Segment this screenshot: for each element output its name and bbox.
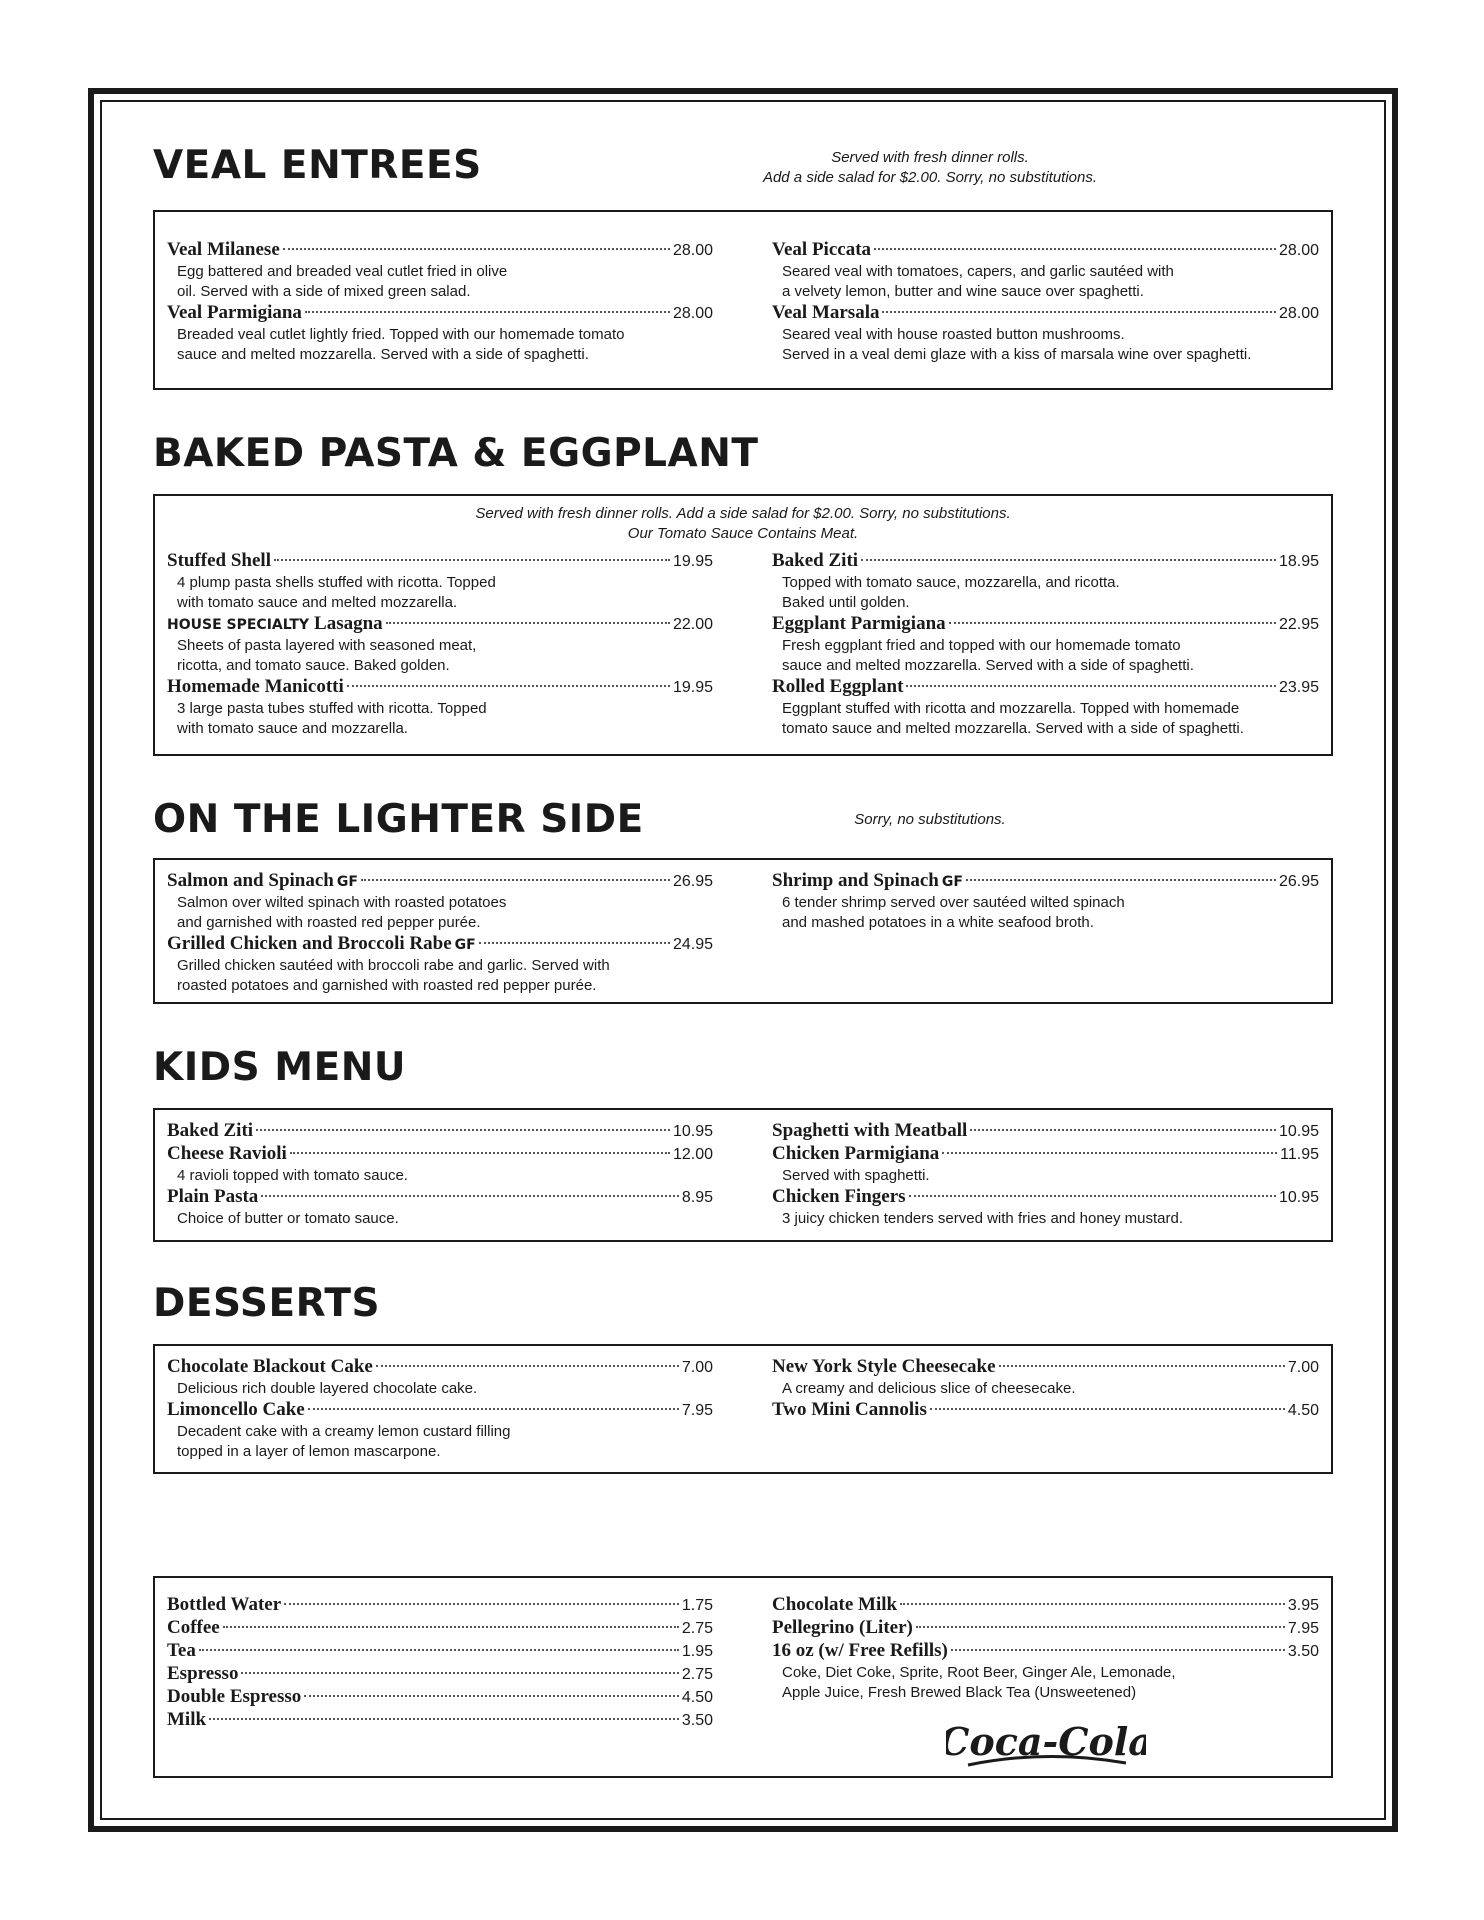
item-price: 4.50 bbox=[1287, 1402, 1319, 1419]
lighter-side-box bbox=[153, 858, 1333, 1004]
baked-pasta-title: BAKED PASTA & EGGPLANT bbox=[153, 431, 759, 476]
item-name: Milk bbox=[167, 1709, 207, 1730]
item-name: Bottled Water bbox=[167, 1594, 282, 1615]
veal-left-column bbox=[155, 239, 743, 365]
menu-item bbox=[772, 239, 1319, 302]
leader-dots bbox=[304, 1695, 679, 1697]
item-name: Veal Marsala bbox=[772, 302, 880, 323]
kids-menu-title: KIDS MENU bbox=[153, 1045, 407, 1090]
leader-dots bbox=[861, 559, 1276, 561]
leader-dots bbox=[361, 879, 670, 881]
item-name: Homemade Manicotti bbox=[167, 676, 344, 697]
item-name: Veal Milanese bbox=[167, 239, 280, 260]
leader-dots bbox=[966, 879, 1276, 881]
leader-dots bbox=[970, 1129, 1276, 1131]
item-description: 6 tender shrimp served over sautéed wilted spinach bbox=[782, 894, 1125, 911]
leader-dots bbox=[386, 622, 670, 624]
gluten-free-tag: GF bbox=[336, 874, 358, 890]
item-description: Fresh eggplant fried and topped with our homemade tomato bbox=[782, 637, 1181, 654]
desserts-title: DESSERTS bbox=[153, 1281, 381, 1326]
item-description: Coke, Diet Coke, Sprite, Root Beer, Ginger Ale, Lemonade, bbox=[782, 1664, 1176, 1681]
item-name: Chicken Parmigiana bbox=[772, 1143, 940, 1164]
menu-item bbox=[167, 302, 713, 365]
item-price: 22.00 bbox=[672, 616, 713, 633]
item-name: Tea bbox=[167, 1640, 196, 1661]
item-name: Pellegrino (Liter) bbox=[772, 1617, 913, 1638]
leader-dots bbox=[290, 1152, 670, 1154]
menu-item bbox=[772, 613, 1319, 676]
item-description: Seared veal with house roasted button mushrooms. bbox=[782, 326, 1125, 343]
leader-dots bbox=[274, 559, 670, 561]
item-name: Salmon and Spinach bbox=[167, 870, 334, 891]
item-name: Shrimp and Spinach bbox=[772, 870, 939, 891]
menu-item bbox=[167, 1640, 713, 1663]
leader-dots bbox=[347, 685, 670, 687]
lighter-side-title: ON THE LIGHTER SIDE bbox=[153, 797, 644, 842]
svg-text:Coca-Cola: Coca-Cola bbox=[945, 1719, 1146, 1764]
item-description: Served with spaghetti. bbox=[782, 1167, 930, 1184]
item-price: 7.95 bbox=[681, 1402, 713, 1419]
leader-dots bbox=[949, 622, 1276, 624]
item-name: Coffee bbox=[167, 1617, 220, 1638]
leader-dots bbox=[209, 1718, 679, 1720]
leader-dots bbox=[874, 248, 1276, 250]
item-name: Plain Pasta bbox=[167, 1186, 259, 1207]
item-description: and garnished with roasted red pepper purée. bbox=[177, 914, 481, 931]
leader-dots bbox=[376, 1365, 679, 1367]
leader-dots bbox=[308, 1408, 679, 1410]
leader-dots bbox=[256, 1129, 670, 1131]
veal-entrees-note bbox=[700, 148, 1160, 188]
item-name: Stuffed Shell bbox=[167, 550, 271, 571]
menu-item bbox=[167, 239, 713, 302]
item-price: 2.75 bbox=[681, 1666, 713, 1683]
drinks-left-column bbox=[155, 1594, 743, 1782]
leader-dots bbox=[909, 1195, 1276, 1197]
menu-item bbox=[772, 1120, 1319, 1143]
item-name: Chocolate Blackout Cake bbox=[167, 1356, 373, 1377]
drinks-box bbox=[153, 1576, 1333, 1778]
item-name: Baked Ziti bbox=[167, 1120, 254, 1141]
item-name: Grilled Chicken and Broccoli Rabe bbox=[167, 933, 452, 954]
item-price: 22.95 bbox=[1278, 616, 1319, 633]
item-description: Salmon over wilted spinach with roasted potatoes bbox=[177, 894, 507, 911]
item-name: Lasagna bbox=[314, 613, 383, 634]
item-price: 26.95 bbox=[1278, 873, 1319, 890]
item-description: with tomato sauce and melted mozzarella. bbox=[177, 594, 458, 611]
leader-dots bbox=[942, 1152, 1277, 1154]
item-price: 3.50 bbox=[1287, 1643, 1319, 1660]
item-description: Sheets of pasta layered with seasoned meat, bbox=[177, 637, 477, 654]
item-description: Breaded veal cutlet lightly fried. Topped with our homemade tomato bbox=[177, 326, 625, 343]
gluten-free-tag: GF bbox=[454, 937, 476, 953]
leader-dots bbox=[283, 248, 670, 250]
item-price: 19.95 bbox=[672, 553, 713, 570]
item-price: 28.00 bbox=[1278, 305, 1319, 322]
item-name: Cheese Ravioli bbox=[167, 1143, 287, 1164]
kids-right-column bbox=[743, 1120, 1331, 1229]
menu-item bbox=[167, 1663, 713, 1686]
item-description: Decadent cake with a creamy lemon custard filling bbox=[177, 1423, 511, 1440]
item-description: topped in a layer of lemon mascarpone. bbox=[177, 1443, 441, 1460]
item-name: Spaghetti with Meatball bbox=[772, 1120, 968, 1141]
lighter-right-column bbox=[743, 870, 1331, 996]
menu-item bbox=[167, 1120, 713, 1143]
item-name: 16 oz (w/ Free Refills) bbox=[772, 1640, 948, 1661]
veal-entrees-box bbox=[153, 210, 1333, 390]
item-name: Veal Piccata bbox=[772, 239, 872, 260]
item-price: 28.00 bbox=[672, 242, 713, 259]
item-price: 12.00 bbox=[672, 1146, 713, 1163]
item-description: Seared veal with tomatoes, capers, and garlic sautéed with bbox=[782, 263, 1174, 280]
menu-item bbox=[772, 302, 1319, 365]
item-description: Apple Juice, Fresh Brewed Black Tea (Unsweetened) bbox=[782, 1684, 1137, 1701]
kids-left-column bbox=[155, 1120, 743, 1229]
item-description: 3 juicy chicken tenders served with fries and honey mustard. bbox=[782, 1210, 1184, 1227]
veal-entrees-title: VEAL ENTREES bbox=[153, 143, 482, 188]
lighter-left-column bbox=[155, 870, 743, 996]
coca-cola-logo bbox=[772, 1713, 1319, 1782]
item-price: 3.50 bbox=[681, 1712, 713, 1729]
item-price: 19.95 bbox=[672, 679, 713, 696]
item-name: Double Espresso bbox=[167, 1686, 302, 1707]
item-price: 28.00 bbox=[672, 305, 713, 322]
item-description: sauce and melted mozzarella. Served with a side of spaghetti. bbox=[177, 346, 589, 363]
leader-dots bbox=[199, 1649, 679, 1651]
item-price: 7.00 bbox=[681, 1359, 713, 1376]
menu-item bbox=[772, 1640, 1319, 1703]
item-description: Eggplant stuffed with ricotta and mozzarella. Topped with homemade bbox=[782, 700, 1240, 717]
item-description: Grilled chicken sautéed with broccoli rabe and garlic. Served with bbox=[177, 957, 610, 974]
house-specialty-label: HOUSE SPECIALTY bbox=[167, 617, 310, 633]
leader-dots bbox=[930, 1408, 1285, 1410]
menu-item bbox=[167, 613, 713, 676]
item-price: 2.75 bbox=[681, 1620, 713, 1637]
item-description: Delicious rich double layered chocolate cake. bbox=[177, 1380, 478, 1397]
veal-note-line2: Add a side salad for $2.00. Sorry, no substitutions. bbox=[762, 169, 1098, 186]
item-description: ricotta, and tomato sauce. Baked golden. bbox=[177, 657, 450, 674]
menu-item bbox=[772, 676, 1319, 739]
leader-dots bbox=[900, 1603, 1285, 1605]
veal-note-line1: Served with fresh dinner rolls. bbox=[831, 149, 1029, 166]
item-price: 11.95 bbox=[1280, 1146, 1319, 1163]
leader-dots bbox=[479, 942, 670, 944]
menu-item bbox=[167, 1356, 713, 1399]
leader-dots bbox=[916, 1626, 1285, 1628]
menu-item bbox=[167, 550, 713, 613]
item-name: Two Mini Cannolis bbox=[772, 1399, 927, 1420]
item-description: Choice of butter or tomato sauce. bbox=[177, 1210, 399, 1227]
item-name: Chocolate Milk bbox=[772, 1594, 898, 1615]
desserts-left-column bbox=[155, 1356, 743, 1462]
item-price: 23.95 bbox=[1278, 679, 1319, 696]
menu-item bbox=[772, 1594, 1319, 1617]
item-description: 3 large pasta tubes stuffed with ricotta. Topped bbox=[177, 700, 487, 717]
pasta-note-line1: Served with fresh dinner rolls. Add a side salad for $2.00. Sorry, no substitutions. bbox=[475, 505, 1011, 522]
baked-pasta-box bbox=[153, 494, 1333, 756]
leader-dots bbox=[999, 1365, 1285, 1367]
item-name: Limoncello Cake bbox=[167, 1399, 305, 1420]
item-price: 24.95 bbox=[672, 936, 713, 953]
menu-item bbox=[167, 1617, 713, 1640]
item-description: tomato sauce and melted mozzarella. Served with a side of spaghetti. bbox=[782, 720, 1244, 737]
drinks-right-column bbox=[743, 1594, 1331, 1782]
leader-dots bbox=[261, 1195, 679, 1197]
menu-item bbox=[167, 1686, 713, 1709]
leader-dots bbox=[305, 311, 670, 313]
menu-item bbox=[167, 1709, 713, 1732]
item-price: 7.95 bbox=[1287, 1620, 1319, 1637]
item-price: 10.95 bbox=[672, 1123, 713, 1140]
item-name: Veal Parmigiana bbox=[167, 302, 302, 323]
item-description: sauce and melted mozzarella. Served with a side of spaghetti. bbox=[782, 657, 1194, 674]
menu-item bbox=[167, 870, 713, 933]
item-price: 26.95 bbox=[672, 873, 713, 890]
item-description: and mashed potatoes in a white seafood broth. bbox=[782, 914, 1094, 931]
item-price: 8.95 bbox=[681, 1189, 713, 1206]
item-description: 4 plump pasta shells stuffed with ricotta. Topped bbox=[177, 574, 496, 591]
menu-item bbox=[772, 550, 1319, 613]
item-price: 10.95 bbox=[1278, 1189, 1319, 1206]
item-price: 3.95 bbox=[1287, 1597, 1319, 1614]
item-name: Espresso bbox=[167, 1663, 239, 1684]
item-price: 4.50 bbox=[681, 1689, 713, 1706]
menu-item bbox=[167, 933, 713, 996]
menu-item bbox=[167, 1143, 713, 1186]
leader-dots bbox=[882, 311, 1275, 313]
leader-dots bbox=[951, 1649, 1285, 1651]
menu-item bbox=[772, 1617, 1319, 1640]
item-price: 7.00 bbox=[1287, 1359, 1319, 1376]
menu-item bbox=[772, 1143, 1319, 1186]
item-price: 28.00 bbox=[1278, 242, 1319, 259]
item-description: Egg battered and breaded veal cutlet fried in olive bbox=[177, 263, 508, 280]
veal-right-column bbox=[743, 239, 1331, 365]
menu-item bbox=[772, 1356, 1319, 1399]
menu-item bbox=[772, 1186, 1319, 1229]
item-price: 10.95 bbox=[1278, 1123, 1319, 1140]
item-description: 4 ravioli topped with tomato sauce. bbox=[177, 1167, 408, 1184]
menu-item bbox=[772, 1399, 1319, 1422]
item-description: a velvety lemon, butter and wine sauce over spaghetti. bbox=[782, 283, 1144, 300]
leader-dots bbox=[284, 1603, 679, 1605]
desserts-right-column bbox=[743, 1356, 1331, 1462]
gluten-free-tag: GF bbox=[941, 874, 963, 890]
pasta-left-column bbox=[155, 550, 743, 739]
desserts-box bbox=[153, 1344, 1333, 1474]
item-description: Topped with tomato sauce, mozzarella, and ricotta. bbox=[782, 574, 1120, 591]
pasta-right-column bbox=[743, 550, 1331, 739]
item-name: Rolled Eggplant bbox=[772, 676, 904, 697]
menu-item bbox=[167, 1594, 713, 1617]
leader-dots bbox=[241, 1672, 678, 1674]
item-price: 1.75 bbox=[681, 1597, 713, 1614]
leader-dots bbox=[906, 685, 1276, 687]
pasta-note-line2: Our Tomato Sauce Contains Meat. bbox=[627, 525, 859, 542]
menu-item bbox=[167, 1186, 713, 1229]
item-description: roasted potatoes and garnished with roasted red pepper purée. bbox=[177, 977, 597, 994]
item-name: Eggplant Parmigiana bbox=[772, 613, 946, 634]
kids-menu-box bbox=[153, 1108, 1333, 1242]
item-name: Chicken Fingers bbox=[772, 1186, 906, 1207]
menu-item bbox=[772, 870, 1319, 933]
item-description: A creamy and delicious slice of cheesecake. bbox=[782, 1380, 1076, 1397]
menu-item bbox=[167, 1399, 713, 1462]
item-name: Baked Ziti bbox=[772, 550, 859, 571]
lighter-side-note: Sorry, no substitutions. bbox=[854, 811, 1006, 828]
item-description: with tomato sauce and mozzarella. bbox=[177, 720, 408, 737]
item-price: 1.95 bbox=[681, 1643, 713, 1660]
item-price: 18.95 bbox=[1278, 553, 1319, 570]
baked-pasta-note bbox=[155, 504, 1331, 544]
item-description: oil. Served with a side of mixed green salad. bbox=[177, 283, 471, 300]
item-description: Baked until golden. bbox=[782, 594, 910, 611]
leader-dots bbox=[223, 1626, 679, 1628]
item-name: New York Style Cheesecake bbox=[772, 1356, 996, 1377]
menu-item bbox=[167, 676, 713, 739]
item-description: Served in a veal demi glaze with a kiss of marsala wine over spaghetti. bbox=[782, 346, 1252, 363]
